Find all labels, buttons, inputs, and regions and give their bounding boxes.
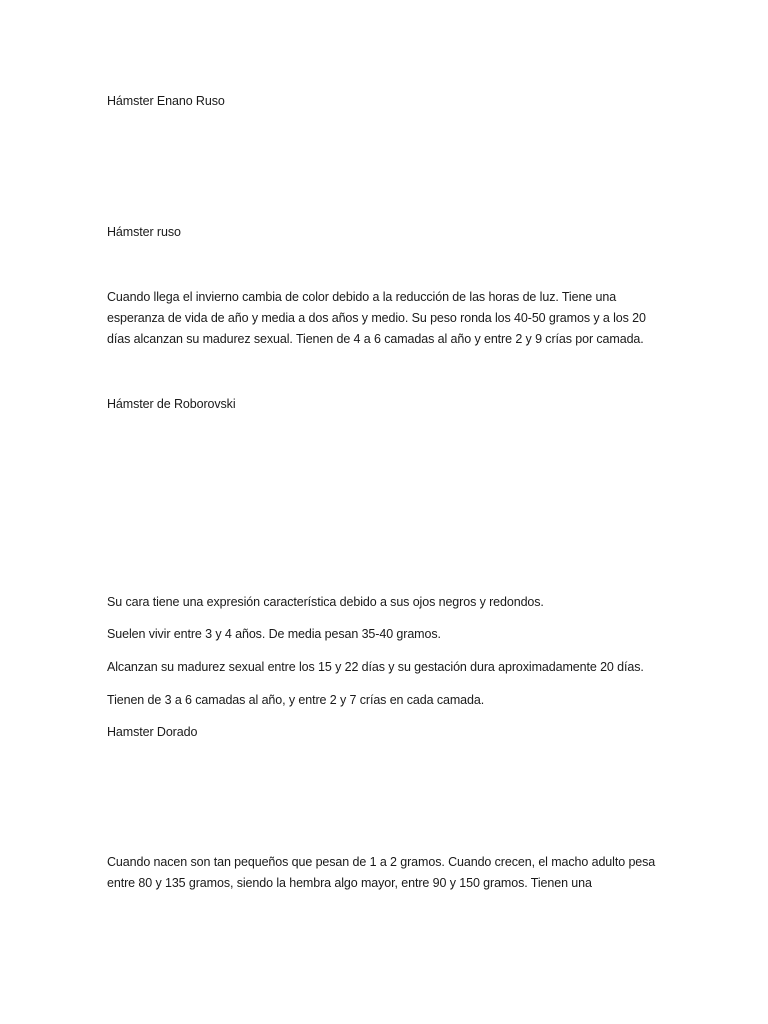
heading-hamster-enano-ruso: Hámster Enano Ruso: [107, 94, 225, 108]
paragraph-roborovski-lifespan: Suelen vivir entre 3 y 4 años. De media pesan 35-40 gramos.: [107, 627, 441, 641]
paragraph-roborovski-maturity: Alcanzan su madurez sexual entre los 15 y 22 días y su gestación dura aproximadamente 20 días.: [107, 660, 644, 674]
paragraph-roborovski-litters: Tienen de 3 a 6 camadas al año, y entre 2 y 7 crías en cada camada.: [107, 693, 485, 707]
paragraph-hamster-ruso: Cuando llega el invierno cambia de color debido a la reducción de las horas de luz. Tiene una esperanza de vida de año y media a dos años y medio. Su peso ronda los 40-50 gramos y a los 20 días alcanzan su madurez sexual. Tienen de 4 a 6 camadas al año y entre 2 y 9 crías por camada.: [107, 290, 646, 346]
paragraph-roborovski-face: Su cara tiene una expresión característica debido a sus ojos negros y redondos.: [107, 595, 544, 609]
heading-hamster-roborovski: Hámster de Roborovski: [107, 397, 236, 411]
paragraph-hamster-dorado: Cuando nacen son tan pequeños que pesan de 1 a 2 gramos. Cuando crecen, el macho adulto pesa entre 80 y 135 gramos, siendo la hembra algo mayor, entre 90 y 150 gramos. Tienen una: [107, 855, 656, 890]
heading-hamster-ruso: Hámster ruso: [107, 225, 181, 239]
heading-hamster-dorado: Hamster Dorado: [107, 725, 198, 739]
